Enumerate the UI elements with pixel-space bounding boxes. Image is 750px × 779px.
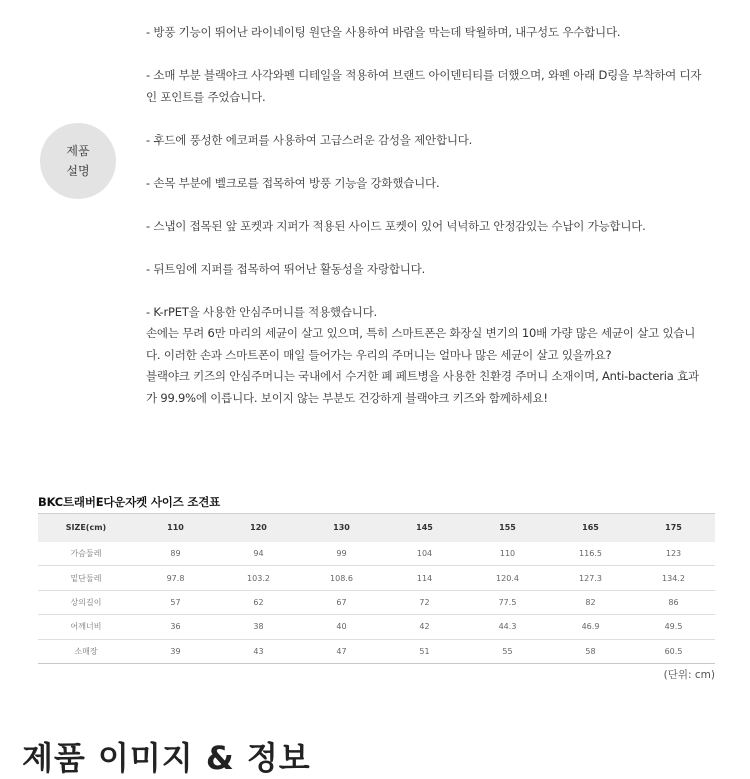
product-description-badge <box>40 123 116 199</box>
table-cell: 86 <box>632 590 715 614</box>
product-description <box>146 22 706 409</box>
description-paragraph: - 손목 부분에 벨크로를 접목하여 방풍 기능을 강화했습니다. <box>146 175 440 190</box>
table-cell: 72 <box>383 590 466 614</box>
table-cell: 62 <box>217 590 300 614</box>
table-cell: 40 <box>300 615 383 639</box>
table-cell: 114 <box>383 566 466 590</box>
table-cell: 49.5 <box>632 615 715 639</box>
size-header-cell: 110 <box>134 514 217 542</box>
size-header-cell: 175 <box>632 514 715 542</box>
table-row <box>38 590 715 614</box>
description-paragraph: - K-rPET을 사용한 안심주머니를 적용했습니다. 손에는 무려 6만 마리의 세균이 살고 있으며, 특히 스마트폰은 화장실 변기의 10배 가량 많은 세균이 살고 있습니다. 이러한 손과 스마트폰이 매일 들어가는 우리의 주머니는 얼마나 많은 세균이 살고 있을까요? 블랙야크 키즈의 안심주머니는 국내에서 수거한 폐 페트병을 사용한 친환경 주머니 소재이며, Anti-bacteria 효과가 99.9%에 이릅니다. 보이지 않는 부분도 건강하게 블랙야크 키즈와 함께하세요! <box>146 304 699 405</box>
description-paragraph: - 방풍 기능이 뛰어난 라이네이팅 원단을 사용하여 바람을 막는데 탁월하며, 내구성도 우수합니다. <box>146 25 621 39</box>
table-cell: 36 <box>134 615 217 639</box>
table-cell: 97.8 <box>134 566 217 590</box>
table-cell: 134.2 <box>632 566 715 590</box>
size-header-cell: 145 <box>383 514 466 542</box>
table-cell: 110 <box>466 542 549 566</box>
badge-label-line1: 제품 <box>66 144 90 158</box>
description-paragraph: - 스냅이 접목된 앞 포켓과 지퍼가 적용된 사이드 포켓이 있어 넉넉하고 안정감있는 수납이 가능합니다. <box>146 218 646 233</box>
table-cell: 67 <box>300 590 383 614</box>
table-cell: 42 <box>383 615 466 639</box>
table-row <box>38 566 715 590</box>
table-cell: 77.5 <box>466 590 549 614</box>
table-cell: 104 <box>383 542 466 566</box>
description-paragraph: - 뒤트임에 지퍼를 접목하여 뛰어난 활동성을 자랑합니다. <box>146 261 426 276</box>
row-label: 소매장 <box>38 639 134 663</box>
table-cell: 58 <box>549 639 632 663</box>
table-cell: 39 <box>134 639 217 663</box>
table-cell: 82 <box>549 590 632 614</box>
description-paragraph: - 후드에 풍성한 에코퍼를 사용하여 고급스러운 감성을 제안합니다. <box>146 132 473 147</box>
table-cell: 44.3 <box>466 615 549 639</box>
table-cell: 120.4 <box>466 566 549 590</box>
unit-label: (단위: cm) <box>663 669 715 681</box>
table-cell: 123 <box>632 542 715 566</box>
table-cell: 116.5 <box>549 542 632 566</box>
size-header-cell: 155 <box>466 514 549 542</box>
table-row <box>38 639 715 663</box>
table-cell: 51 <box>383 639 466 663</box>
size-table-title: BKC트래버E다운자켓 사이즈 조견표 <box>38 495 221 509</box>
description-paragraph: - 소매 부분 블랙야크 사각와펜 디테일을 적용하여 브랜드 아이덴티티를 더했으며, 와펜 아래 D링을 부착하여 디자인 포인트를 주었습니다. <box>146 68 702 104</box>
table-cell: 43 <box>217 639 300 663</box>
next-section-heading: 제품 이미지 & 정보 <box>22 739 311 777</box>
table-row <box>38 615 715 639</box>
table-cell: 55 <box>466 639 549 663</box>
size-table-header-row <box>38 514 715 542</box>
table-cell: 60.5 <box>632 639 715 663</box>
row-label: 가슴둘레 <box>38 542 134 566</box>
size-header-cell: 165 <box>549 514 632 542</box>
badge-label-line2: 설명 <box>66 164 90 178</box>
table-row <box>38 542 715 566</box>
table-cell: 103.2 <box>217 566 300 590</box>
table-cell: 47 <box>300 639 383 663</box>
size-header-cell: SIZE(cm) <box>38 514 134 542</box>
table-cell: 99 <box>300 542 383 566</box>
table-cell: 127.3 <box>549 566 632 590</box>
table-cell: 108.6 <box>300 566 383 590</box>
table-cell: 57 <box>134 590 217 614</box>
table-cell: 46.9 <box>549 615 632 639</box>
table-cell: 38 <box>217 615 300 639</box>
row-label: 상의길이 <box>38 590 134 614</box>
size-table <box>38 513 715 664</box>
table-cell: 94 <box>217 542 300 566</box>
size-header-cell: 120 <box>217 514 300 542</box>
size-header-cell: 130 <box>300 514 383 542</box>
table-cell: 89 <box>134 542 217 566</box>
row-label: 밑단둘레 <box>38 566 134 590</box>
row-label: 어깨너비 <box>38 615 134 639</box>
